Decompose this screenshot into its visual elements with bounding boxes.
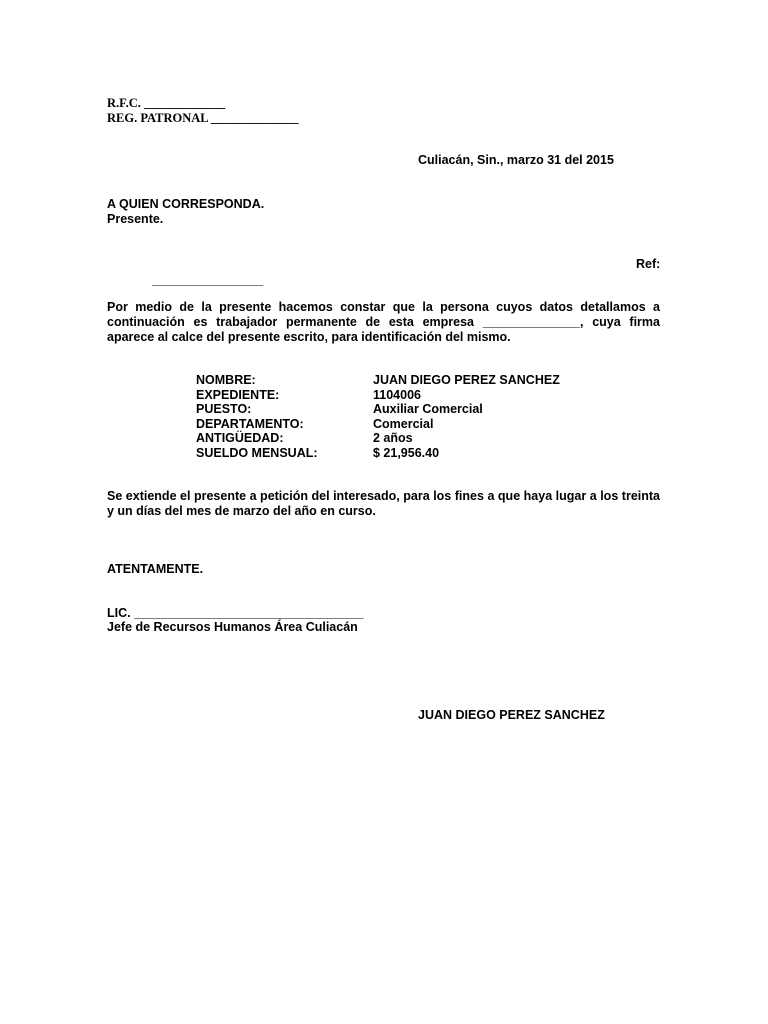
detail-label-sueldo: SUELDO MENSUAL: <box>196 445 318 460</box>
reference-label: Ref: <box>636 257 661 271</box>
detail-label-expediente: EXPEDIENTE: <box>196 387 280 402</box>
date-line: Culiacán, Sin., marzo 31 del 2015 <box>418 153 614 167</box>
detail-value-departamento: Comercial <box>373 416 434 431</box>
closing-paragraph: Se extiende el presente a petición del interesado, para los fines a que haya lugar a los treinta y un días del mes de marzo del año en curso. <box>107 489 660 518</box>
detail-label-departamento: DEPARTAMENTO: <box>196 416 304 431</box>
detail-label-nombre: NOMBRE: <box>196 373 256 387</box>
addressee-line-2: Presente. <box>107 212 164 226</box>
detail-value-puesto: Auxiliar Comercial <box>373 402 483 416</box>
reg-patronal-line: REG. PATRONAL ______________ <box>107 111 299 125</box>
reference-blank: ________________ <box>152 273 264 287</box>
detail-value-nombre: JUAN DIEGO PEREZ SANCHEZ <box>373 373 560 387</box>
signatory-title: Jefe de Recursos Humanos Área Culiacán <box>107 620 358 634</box>
employee-signature-name: JUAN DIEGO PEREZ SANCHEZ <box>418 708 605 722</box>
detail-value-sueldo: $ 21,956.40 <box>373 445 440 460</box>
detail-label-puesto: PUESTO: <box>196 402 252 416</box>
addressee-line-1: A QUIEN CORRESPONDA. <box>107 197 265 211</box>
detail-label-antiguedad: ANTIGÜEDAD: <box>196 431 284 445</box>
signatory-line: LIC. _________________________________ <box>107 606 364 620</box>
farewell: ATENTAMENTE. <box>107 562 204 576</box>
detail-value-antiguedad: 2 años <box>373 431 413 445</box>
body-paragraph: Por medio de la presente hacemos constar que la persona cuyos datos detallamos a continuación es trabajador permanente de esta empresa ______________, cuya firma aparece al calce del presente escrito, para identificación del mismo. <box>107 300 660 344</box>
detail-value-expediente: 1104006 <box>373 387 421 402</box>
rfc-line: R.F.C. _____________ <box>107 96 226 110</box>
